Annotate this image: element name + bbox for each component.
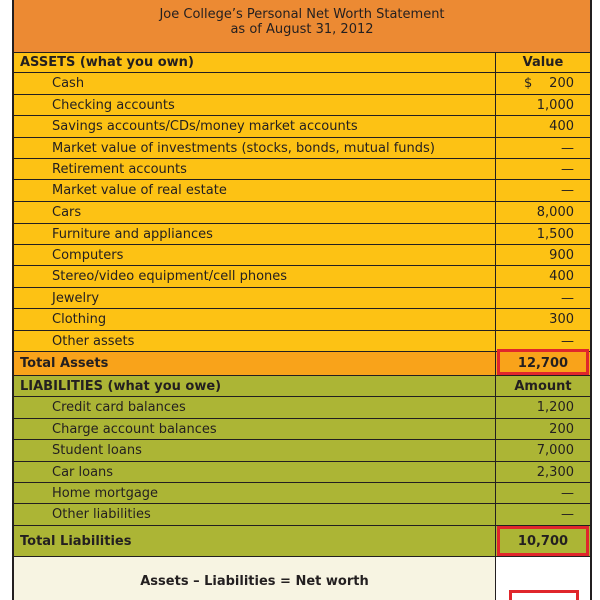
asset-value: 8,000 — [495, 202, 590, 223]
liability-label: Other liabilities — [52, 507, 151, 522]
asset-label: Stereo/video equipment/cell phones — [52, 269, 288, 284]
assets-value-header: Value — [495, 53, 590, 72]
asset-amount: 200 — [549, 76, 574, 91]
asset-value: — — [495, 288, 590, 308]
asset-label: Jewelry — [52, 290, 100, 306]
liability-row — [14, 439, 590, 461]
liability-value: 1,200 — [495, 397, 590, 418]
asset-value: 300 — [495, 309, 590, 330]
liability-row — [14, 418, 590, 439]
total-assets-label: Total Assets — [20, 356, 109, 371]
liability-row — [14, 461, 590, 482]
liabilities-header-label: LIABILITIES (what you owe) — [20, 378, 222, 394]
asset-row — [14, 244, 590, 265]
net-worth-formula: Assets – Liabilities = Net worth — [140, 574, 369, 589]
net-worth-value-cell — [495, 557, 590, 600]
liabilities-header-row — [14, 375, 590, 396]
asset-label: Cash — [52, 76, 85, 91]
total-liabilities-label: Total Liabilities — [20, 533, 132, 549]
statement-title-band — [14, 0, 590, 52]
asset-label: Savings accounts/CDs/money market accounts — [52, 119, 358, 134]
asset-label: Furniture and appliances — [52, 226, 213, 242]
asset-row — [14, 330, 590, 351]
asset-label: Other assets — [52, 333, 135, 349]
liability-label: Home mortgage — [52, 485, 159, 501]
total-liabilities-row — [14, 525, 590, 556]
asset-row — [14, 201, 590, 223]
asset-value: 1,500 — [495, 224, 590, 244]
asset-row — [14, 137, 590, 158]
liabilities-amount-header: Amount — [495, 376, 590, 396]
asset-row — [14, 115, 590, 137]
liability-value: — — [495, 483, 590, 503]
asset-row — [14, 287, 590, 308]
asset-row — [14, 265, 590, 287]
assets-header-label: ASSETS (what you own) — [20, 55, 194, 70]
liability-label: Car loans — [52, 464, 114, 480]
statement-title: Joe College’s Personal Net Worth Statement — [159, 7, 445, 22]
asset-label: Checking accounts — [52, 97, 175, 113]
asset-label: Market value of investments (stocks, bonds, mutual funds) — [52, 140, 435, 156]
currency-symbol: $ — [524, 76, 533, 91]
asset-label: Retirement accounts — [52, 161, 187, 177]
statement-date: as of August 31, 2012 — [230, 22, 374, 37]
assets-header-row — [14, 52, 590, 72]
liability-label: Student loans — [52, 443, 142, 458]
asset-row — [14, 94, 590, 115]
total-liabilities-value: 10,700 — [495, 526, 590, 556]
asset-label: Clothing — [52, 312, 107, 327]
liability-value: 7,000 — [495, 440, 590, 461]
asset-row — [14, 158, 590, 179]
asset-row — [14, 308, 590, 330]
asset-row — [14, 72, 590, 94]
liability-value: — — [495, 504, 590, 525]
total-assets-row — [14, 351, 590, 375]
asset-value: 400 — [495, 266, 590, 287]
asset-label: Market value of real estate — [52, 183, 227, 198]
liability-row — [14, 396, 590, 418]
liability-value: 200 — [495, 419, 590, 439]
asset-value — [495, 73, 590, 94]
asset-label: Cars — [52, 205, 82, 220]
asset-value: — — [495, 159, 590, 179]
net-worth-row — [14, 556, 590, 600]
liability-row — [14, 482, 590, 503]
liability-value: 2,300 — [495, 462, 590, 482]
asset-row — [14, 223, 590, 244]
asset-value: — — [495, 331, 590, 351]
asset-value: — — [495, 138, 590, 158]
liability-label: Charge account balances — [52, 421, 217, 437]
asset-value: 1,000 — [495, 95, 590, 115]
net-worth-statement — [12, 0, 592, 600]
asset-label: Computers — [52, 247, 124, 263]
asset-value: 400 — [495, 116, 590, 137]
asset-value: 900 — [495, 245, 590, 265]
liability-row — [14, 503, 590, 525]
asset-row — [14, 179, 590, 201]
asset-value: — — [495, 180, 590, 201]
total-assets-value: 12,700 — [495, 352, 590, 375]
liability-label: Credit card balances — [52, 400, 186, 415]
